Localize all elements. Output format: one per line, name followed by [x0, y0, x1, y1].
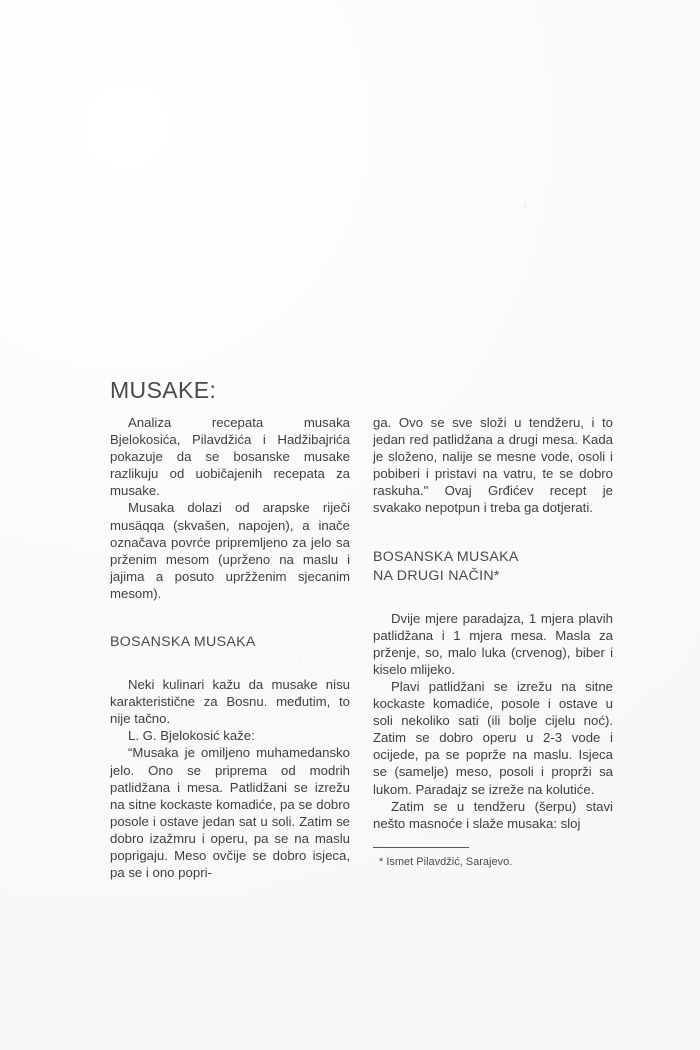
left-column	[110, 414, 350, 881]
page-title: MUSAKE:	[110, 377, 217, 404]
paragraph-etymology: Musaka dolazi od arapske riječi musäqqa (skvašen, napojen), a inače označava povrće pripremljeno za jelo sa prženim mesom (uprženo na maslu i jajima a posuto upržženim sjecanim mesom).	[110, 500, 350, 601]
spacer	[373, 517, 613, 548]
section-heading-line-2: NA DRUGI NAČIN*	[373, 567, 500, 584]
right-column	[373, 414, 613, 881]
spacer	[110, 602, 350, 633]
footnote-rule	[373, 847, 469, 849]
paragraph-analysis: Analiza recepata musaka Bjelokosića, Pilavdžića i Hadžibajrića pokazuje da se bosanske musake razlikuju od uobičajenih recepata za musake.	[110, 415, 350, 499]
paragraph-quoted-recipe: “Musaka je omiljeno muhamedansko jelo. Ono se priprema od modrih patlidžana i mesa. Patlidžani se izrežu na sitne kockaste komadiće, pa se dobro posole i ostave jedan sat u soli. Zatim se dobro izažmru i operu, pa se na maslu poprigaju. Meso ovčije se dobro isjeca, pa se i ono popri-	[110, 745, 350, 881]
footnote-text: * Ismet Pilavdžić, Sarajevo.	[379, 856, 513, 869]
footnote-block	[373, 847, 613, 870]
paragraph-ingredients: Dvije mjere paradajza, 1 mjera plavih patlidžana i 1 mjera mesa. Masla za prženje, so, malo luka (crvenog), biber i kiselo mlijeko.	[373, 610, 613, 677]
spacer	[373, 586, 613, 610]
paragraph-attribution: L. G. Bjelokosić kaže:	[128, 728, 255, 744]
paragraph-quoted-recipe-continued: ga. Ovo se sve složi u tendžeru, i to jedan red patlidžana a drugi mesa. Kada je složeno, nalije se mesne vode, osoli i pobiberi i pristavi na vatru, te se dobro raskuha." Ovaj Grđićev recept je svakako nepotpun i treba ga dotjerati.	[373, 415, 613, 516]
paragraph-culinary-note: Neki kulinari kažu da musake nisu karakteristične za Bosnu. međutim, to nije tačno.	[110, 677, 350, 727]
two-column-body	[110, 414, 613, 881]
spacer	[110, 652, 350, 676]
section-heading-line-1: BOSANSKA MUSAKA	[373, 548, 519, 565]
section-heading-bosanska-musaka: BOSANSKA MUSAKA	[110, 634, 256, 651]
paragraph-preparation: Plavi patlidžani se izrežu na sitne kockaste komadiće, posole i ostave u soli nekoliko sati (ili bolje cijelu noć). Zatim se dobro operu u 2-3 vode i ocijede, pa se poprže na maslu. Isjeca se (samelje) meso, posoli i proprži sa lukom. Paradajz se izreže na kolutiće.	[373, 678, 613, 797]
paragraph-assembly: Zatim se u tendžeru (šerpu) stavi nešto masnoće i slaže musaka: sloj	[373, 798, 613, 831]
